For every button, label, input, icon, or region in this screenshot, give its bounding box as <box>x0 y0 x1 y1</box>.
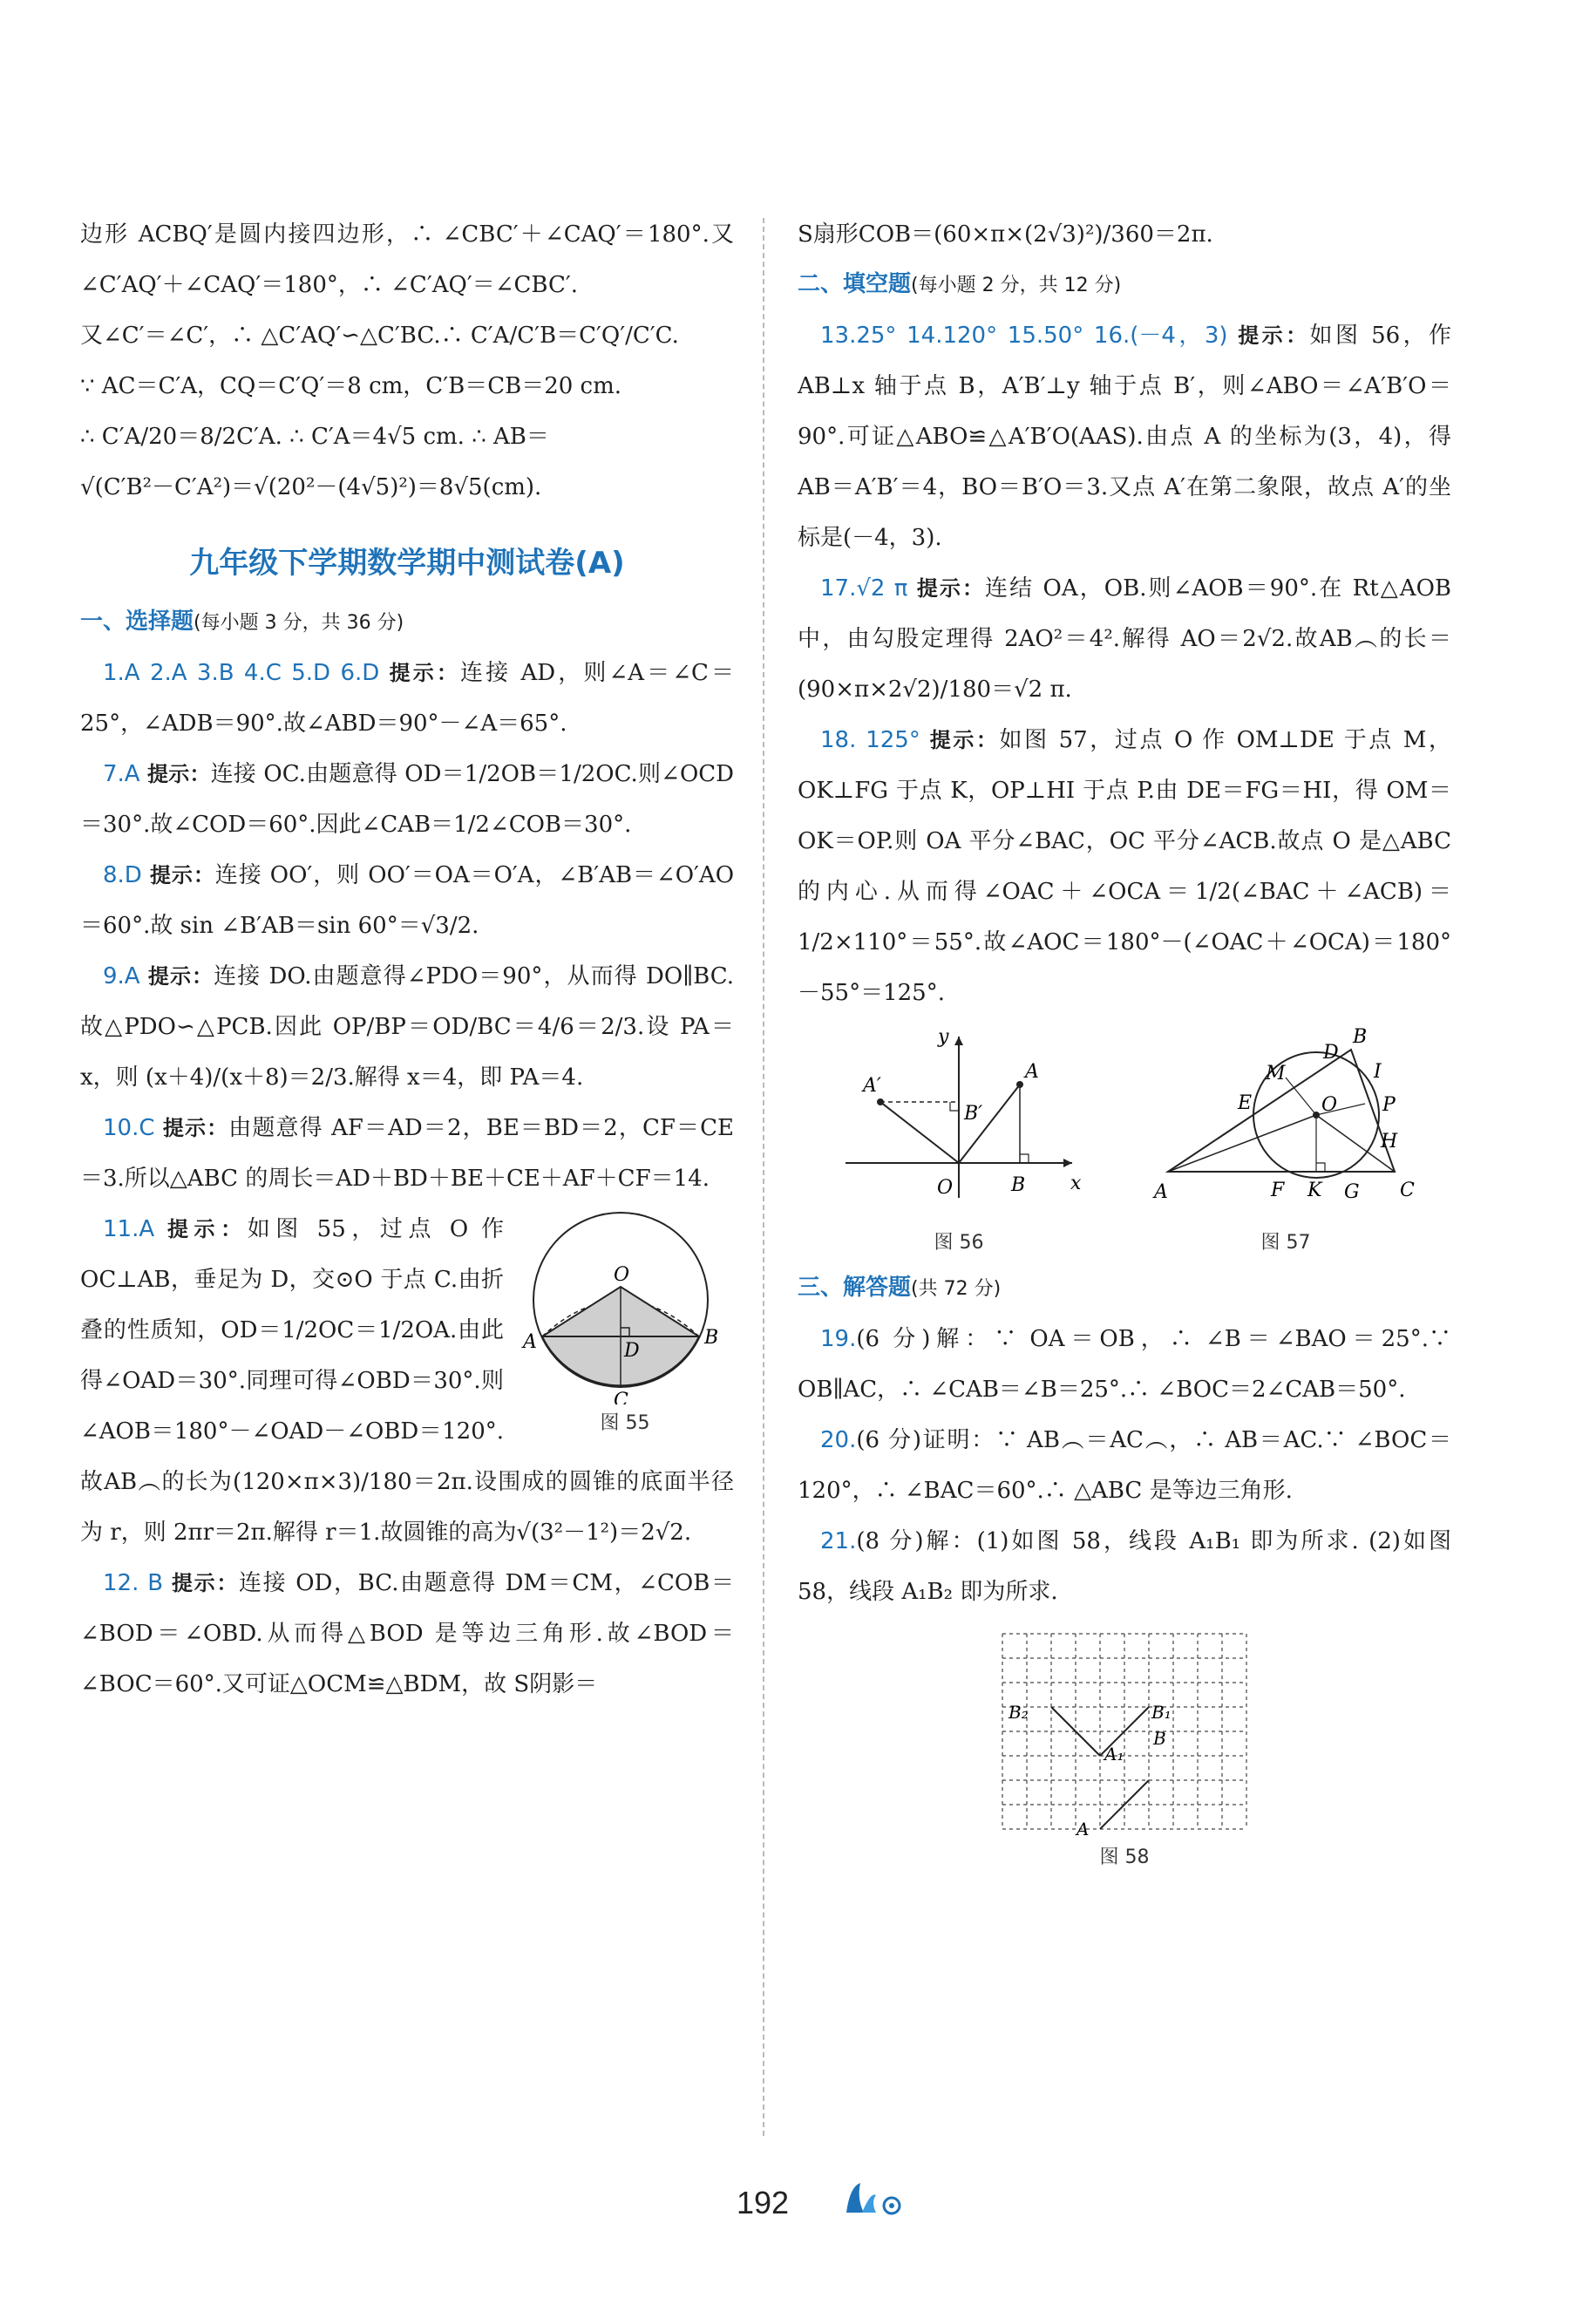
hint-label: 提示： <box>147 762 211 786</box>
fig58-label-b: B <box>1153 1728 1166 1749</box>
answer-18-key: 18. 125° <box>820 727 920 753</box>
answer-1-6 <box>80 648 734 749</box>
answer-17 <box>798 563 1451 715</box>
test-title: 九年级下学期数学期中测试卷(A) <box>189 546 625 581</box>
fig58-label-a: A <box>1076 1819 1090 1839</box>
section-solve-label: 三、解答题 <box>798 1275 912 1301</box>
fig57-label-p: P <box>1382 1094 1396 1116</box>
continued-solution-line-2: 又∠C′＝∠C′，∴ △C′AQ′∽△C′BC.∴ C′A/C′B＝C′Q′/C′C. <box>80 323 679 349</box>
answer-10-key: 10.C <box>103 1115 155 1141</box>
figure-57-caption: 图 57 <box>1260 1232 1311 1254</box>
fig56-label-b: B <box>1011 1174 1026 1196</box>
fig55-label-a: A <box>523 1331 537 1353</box>
answer-12-hint: 连接 OD，BC.由题意得 DM＝CM，∠COB＝∠BOD＝∠OBD.从而得△BOD 是等边三角形.故∠BOD＝∠BOC＝60°.又可证△OCM≌△BDM，故 S阴影＝ <box>80 1570 734 1697</box>
fig56-label-o: O <box>937 1177 954 1199</box>
answer-11-key: 11.A <box>103 1216 155 1242</box>
fig56-label-b-prime: B′ <box>964 1103 983 1125</box>
fig58-label-b2: B₂ <box>1009 1702 1029 1723</box>
continued-solution-line-1: 边形 ACBQ′是圆内接四边形，∴ ∠CBC′＋∠CAQ′＝180°.又∠C′AQ′＋∠CAQ′＝180°，∴ ∠C′AQ′＝∠CBC′. <box>80 221 734 298</box>
fig56-right-angle-b-prime <box>950 1102 959 1111</box>
fig56-label-y: y <box>938 1026 949 1048</box>
answer-20-text: (6 分)证明：∵ AB︵＝AC︵，∴ AB＝AC.∵ ∠BOC＝120°，∴ ∠BAC＝60°.∴ △ABC 是等边三角形. <box>798 1427 1451 1504</box>
hint-label: 提示： <box>150 863 215 887</box>
fig57-right-angle-k <box>1316 1163 1325 1172</box>
fig58-label-b1: B₁ <box>1151 1702 1172 1723</box>
answer-18 <box>798 715 1451 1018</box>
fig57-label-d: D <box>1323 1042 1339 1064</box>
fig56-label-x: x <box>1070 1173 1082 1194</box>
answer-13-16 <box>798 310 1451 563</box>
answer-7-hint: 连接 OC.由题意得 OD＝1/2OB＝1/2OC.则∠OCD＝30°.故∠COD＝60°.因此∠CAB＝1/2∠COB＝30°. <box>80 761 735 838</box>
publisher-logo-icon <box>841 2178 911 2225</box>
fig58-label-a1: A₁ <box>1104 1744 1124 1765</box>
left-column <box>80 209 734 1710</box>
answer-1-6-hint: 连接 AD，则∠A＝∠C＝25°，∠ADB＝90°.故∠ABD＝90°－∠A＝65°. <box>80 660 735 737</box>
answer-18-hint: 如图 57，过点 O 作 OM⊥DE 于点 M，OK⊥FG 于点 K，OP⊥HI 于点 P.由 DE＝FG＝HI，得 OM＝OK＝OP.则 OA 平分∠BAC，OC 平分∠ACB.故点 O 是△ABC 的内心.从而得∠OAC＋∠OCA＝1/2(∠BAC＋∠ACB)＝1/2×110°＝55°.故∠AOC＝180°－(∠OAC＋∠OCA)＝180°－55°＝125°. <box>798 727 1451 1006</box>
section-fill-title <box>798 260 1451 310</box>
answer-9-key: 9.A <box>103 963 140 989</box>
section-solve-note: (共 72 分) <box>911 1278 1002 1300</box>
fig57-label-f: F <box>1271 1180 1285 1201</box>
answer-21 <box>798 1516 1451 1617</box>
figure-58 <box>798 1629 1451 1869</box>
figure-57-graphic <box>1151 1023 1421 1224</box>
fig57-label-g: G <box>1344 1181 1360 1203</box>
answer-17-key: 17.√2 π <box>820 575 908 602</box>
fig57-label-e: E <box>1238 1092 1253 1114</box>
figure-55 <box>516 1204 734 1435</box>
figure-56 <box>828 1023 1090 1255</box>
continued-solution-line-3: ∵ AC＝C′A，CQ＝C′Q′＝8 cm，C′B＝CB＝20 cm. <box>80 373 622 399</box>
fig55-label-b: B <box>704 1327 719 1349</box>
hint-label: 提示： <box>147 964 214 989</box>
answer-10-hint: 由题意得 AF＝AD＝2，BE＝BD＝2，CF＝CE＝3.所以△ABC 的周长＝AD＋BD＋BE＋CE＋AF＋CF＝14. <box>80 1115 735 1192</box>
hint-label: 提示： <box>1238 323 1310 348</box>
fig55-label-d: D <box>624 1340 640 1362</box>
fig57-ao <box>1168 1115 1316 1172</box>
answer-21-text: (8 分)解：(1)如图 58，线段 A₁B₁ 即为所求. (2)如图 58，线段 A₁B₂ 即为所求. <box>798 1528 1451 1605</box>
fig57-label-b: B <box>1353 1026 1368 1048</box>
answer-7 <box>80 749 734 850</box>
answer-19 <box>798 1314 1451 1415</box>
answer-8 <box>80 850 734 951</box>
right-column <box>798 209 1451 1869</box>
sector-area-formula: S扇形COB＝(60×π×(2√3)²)/360＝2π. <box>798 221 1213 248</box>
answer-19-text: (6 分)解：∵ OA＝OB，∴ ∠B＝∠BAO＝25°.∵ OB∥AC，∴ ∠CAB＝∠B＝25°.∴ ∠BOC＝2∠CAB＝50°. <box>798 1326 1451 1403</box>
answer-9-hint: 连接 DO.由题意得∠PDO＝90°，从而得 DO∥BC.故△PDO∽△PCB.因此 OP/BP＝OD/BC＝4/6＝2/3.设 PA＝x，则 (x＋4)/(x＋8)＝2/3.解得 x＝4，即 PA＝4. <box>80 963 735 1091</box>
hint-label: 提示： <box>929 728 1000 752</box>
continued-solution-line-4: ∴ C′A/20＝8/2C′A. ∴ C′A＝4√5 cm. ∴ AB＝ <box>80 424 549 450</box>
answer-13-16-keys: 13.25° 14.120° 15.50° 16.(－4，3) <box>820 323 1228 349</box>
section-fill-label: 二、填空题 <box>798 271 912 297</box>
answer-20-key: 20. <box>820 1427 857 1453</box>
answer-1-6-keys: 1.A 2.A 3.B 4.C 5.D 6.D <box>103 660 380 686</box>
section-choice-note: (每小题 3 分，共 36 分) <box>194 612 404 634</box>
fig57-label-i: I <box>1374 1061 1382 1083</box>
fig56-point-a-prime <box>877 1098 884 1105</box>
answer-11-block <box>80 1204 734 1558</box>
fig57-label-m: M <box>1266 1063 1286 1085</box>
fig56-y-arrow <box>954 1037 963 1045</box>
answer-19-key: 19. <box>820 1326 857 1352</box>
hint-label: 提示： <box>916 576 986 601</box>
answer-7-key: 7.A <box>103 761 140 787</box>
fig56-x-arrow <box>1063 1159 1072 1167</box>
figures-56-57 <box>798 1023 1451 1255</box>
fig56-point-a <box>1016 1081 1023 1088</box>
answer-17-hint: 连结 OA，OB.则∠AOB＝90°.在 Rt△AOB 中，由勾股定理得 2AO²＝4².解得 AO＝2√2.故AB︵的长＝(90×π×2√2)/180＝√2 π. <box>798 575 1451 703</box>
answer-12-key: 12. B <box>103 1570 164 1596</box>
answer-16-hint: 如图 56，作 AB⊥x 轴于点 B，A′B′⊥y 轴于点 B′，则∠ABO＝∠A′B′O＝90°.可证△ABO≌△A′B′O(AAS).由点 A 的坐标为(3，4)，得 AB＝A′B′＝4，BO＝B′O＝3.又点 A′在第二象限，故点 A′的坐标是(－4，3). <box>798 323 1452 551</box>
hint-label: 提示： <box>172 1571 239 1595</box>
section-solve-title <box>798 1263 1451 1314</box>
section-choice-label: 一、选择题 <box>80 609 194 635</box>
fig57-label-a: A <box>1154 1181 1168 1203</box>
answer-21-key: 21. <box>820 1528 857 1554</box>
fig57-label-o: O <box>1321 1094 1338 1116</box>
fig57-label-c: C <box>1400 1180 1415 1201</box>
column-divider <box>763 218 764 2136</box>
answer-9 <box>80 951 734 1103</box>
figure-58-graphic <box>998 1629 1251 1839</box>
fig56-label-a: A <box>1025 1061 1039 1083</box>
answer-10 <box>80 1103 734 1204</box>
section-choice-title <box>80 597 734 648</box>
fig55-label-o: O <box>614 1264 630 1286</box>
fig57-label-h: H <box>1381 1131 1398 1153</box>
answer-11-hint: 如图 55，过点 O 作 OC⊥AB，垂足为 D，交⊙O 于点 C.由折叠的性质知，OD＝1/2OC＝1/2OA.由此得∠OAD＝30°.同理可得∠OBD＝30°.则∠AOB＝180°－∠OAD－∠OBD＝120°.故AB︵的长为(120×π×3)/180＝2π.设围成的圆锥的底面半径为 r，则 2πr＝2π.解得 r＝1.故圆锥的高为√(3²－1²)＝2√2. <box>80 1216 734 1546</box>
figure-58-caption: 图 58 <box>1099 1846 1150 1868</box>
answer-8-key: 8.D <box>103 862 142 888</box>
figure-55-graphic <box>516 1204 725 1404</box>
figure-57 <box>1151 1023 1421 1255</box>
hint-label: 提示： <box>162 1116 229 1140</box>
figure-56-graphic <box>828 1023 1090 1224</box>
figure-55-caption: 图 55 <box>600 1412 650 1434</box>
fig57-label-k: K <box>1307 1180 1322 1201</box>
answer-12 <box>80 1558 734 1710</box>
figure-56-caption: 图 56 <box>934 1232 984 1254</box>
fig55-label-c: C <box>614 1390 628 1404</box>
hint-label: 提示： <box>389 661 460 685</box>
answer-8-hint: 连接 OO′，则 OO′＝OA＝O′A，∠B′AB＝∠O′AO＝60°.故 sin ∠B′AB＝sin 60°＝√3/2. <box>80 862 735 939</box>
wave-logo-icon <box>841 2178 911 2221</box>
answer-20 <box>798 1415 1451 1516</box>
fig56-label-a-prime: A′ <box>863 1075 881 1097</box>
page-number: 192 <box>737 2185 790 2220</box>
fig56-right-angle-b <box>1020 1154 1029 1163</box>
hint-label: 提示： <box>166 1217 248 1241</box>
continued-solution-line-5: √(C′B²－C′A²)＝√(20²－(4√5)²)＝8√5(cm). <box>80 474 542 500</box>
fig56-oa-prime <box>880 1102 959 1163</box>
section-fill-note: (每小题 2 分，共 12 分) <box>911 275 1122 296</box>
